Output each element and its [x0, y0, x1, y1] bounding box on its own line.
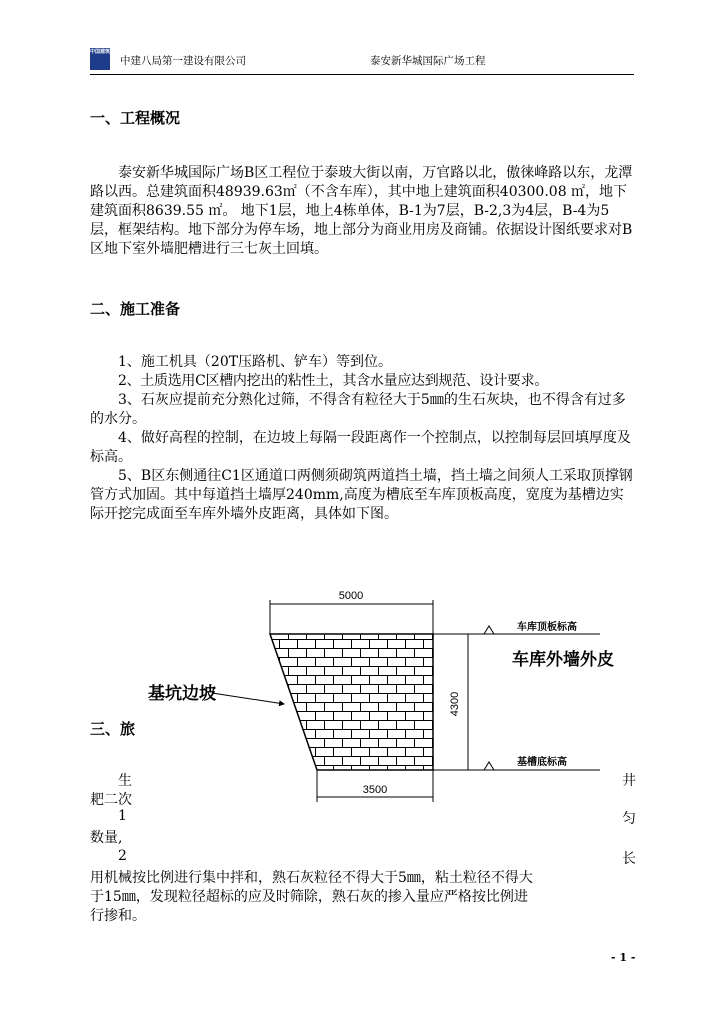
height-label: 4300	[449, 691, 461, 717]
section1-heading: 一、工程概况	[90, 109, 181, 127]
bottom-width-label: 3500	[362, 784, 388, 796]
roof-level-label: 车库顶板标高	[517, 622, 577, 633]
section2-heading: 二、施工准备	[90, 300, 181, 318]
section2-item-4: 4、做好高程的控制，在边坡上每隔一段距离作一个控制点，以控制每层回填厚度及标高。	[90, 430, 631, 465]
header-project: 泰安新华城国际广场工程	[370, 55, 486, 67]
top-width-label: 5000	[338, 590, 364, 602]
section3-fragment: 1	[118, 808, 127, 824]
section2-item-2: 2、土质选用C区槽内挖出的粘性土，其含水量应达到规范、设计要求。	[118, 373, 549, 389]
section3-fragment: 2	[118, 848, 127, 864]
section2-item-1: 1、施工机具（20T压路机、铲车）等到位。	[118, 354, 393, 370]
section3-fragment: 生	[118, 773, 132, 789]
section3-fragment: 长	[622, 851, 636, 867]
section1-paragraph: 泰安新华城国际广场B区工程位于泰玻大街以南，万官路以北，傲徕峰路以东，龙潭路以西。总建筑面积48939.63㎡（不含车库），其中地上建筑面积40300.08 ㎡，地下建筑面积8639.55 ㎡。 地下1层，地上4栋单体，B-1为7层，B-2,3为4层，B-4为5层，框架结构。地下部分为停车场，地上部分为商业用房及商铺。依据设计图纸要求对B区地下室外墙肥槽进行三七灰土回填。	[90, 165, 633, 257]
section3-heading: 三、旅	[90, 720, 136, 738]
section3-line: 用机械按比例进行集中拌和，熟石灰粒径不得大于5㎜，粘土粒径不得大	[90, 870, 533, 886]
header-company: 中建八局第一建设有限公司	[120, 55, 246, 67]
section3-fragment: 数量,	[90, 830, 123, 846]
company-logo: 中国建筑	[90, 48, 110, 70]
outer-wall-label: 车库外墙外皮	[512, 650, 614, 670]
page-number: - 1 -	[611, 951, 636, 964]
section3-line: 于15㎜，发现粒径超标的应及时筛除，熟石灰的掺入量应严格按比例进	[90, 889, 528, 905]
section3-fragment: 匀	[622, 811, 636, 827]
section3-fragment: 耙二次	[90, 792, 132, 808]
section3-fragment: 井	[622, 773, 636, 789]
section3-line: 行掺和。	[90, 908, 146, 924]
section2-item-5: 5、B区东侧通往C1区通道口两侧须砌筑两道挡土墙，挡土墙之间须人工采取顶撑钢管方式加固。其中每道挡土墙厚240mm,高度为槽底至车库顶板高度，宽度为基槽边实际开挖完成面至车库外墙外皮距离，具体如下图。	[90, 468, 633, 522]
slope-label: 基坑边坡	[148, 684, 216, 704]
bottom-level-label: 基槽底标高	[517, 757, 567, 768]
section2-item-3: 3、石灰应提前充分熟化过筛，不得含有粒径大于5㎜的生石灰块，也不得含有过多的水分。	[90, 392, 626, 427]
